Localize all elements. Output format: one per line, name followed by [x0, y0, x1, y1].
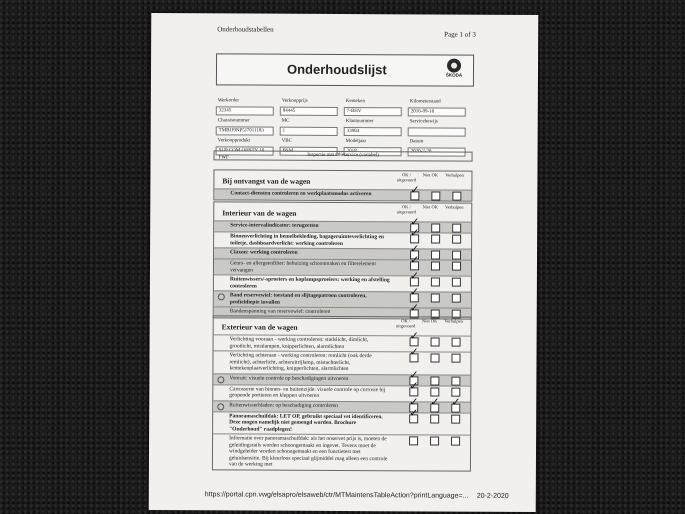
checkbox-group	[409, 436, 460, 445]
checkbox[interactable]	[431, 223, 440, 232]
info-label: Verkoopprodukt	[217, 137, 251, 144]
checkbox[interactable]	[452, 192, 461, 201]
checked-checkbox[interactable]	[409, 353, 418, 362]
info-value: 2018	[344, 146, 402, 155]
checklist-section	[213, 201, 473, 319]
info-label: Servicebewijs	[409, 118, 438, 124]
checklist-row-text: Contact-diensten controleren en werkplaatsmodus activeren	[230, 190, 372, 198]
checklist-row-text: Vooruit: visuele controle op beschadigingen uitvoeren	[229, 374, 349, 382]
checked-checkbox[interactable]	[451, 403, 460, 412]
column-header: Verholpen	[445, 172, 464, 178]
checkbox[interactable]	[451, 437, 460, 446]
info-label: Datum	[409, 138, 424, 144]
column-headers	[395, 204, 465, 214]
checkbox[interactable]	[431, 277, 440, 286]
column-header: Verholpen	[444, 318, 463, 324]
checklist-row	[214, 274, 471, 291]
info-value: 32345	[216, 106, 274, 115]
checked-checkbox[interactable]	[409, 414, 418, 423]
checkbox[interactable]	[452, 262, 461, 271]
checkbox[interactable]	[430, 376, 439, 385]
checkbox[interactable]	[431, 293, 440, 302]
checkbox[interactable]	[431, 250, 440, 259]
info-label: Werkorder	[217, 97, 240, 103]
checkbox[interactable]	[409, 436, 418, 445]
column-headers	[395, 172, 465, 182]
column-header: Niet OK	[422, 172, 439, 178]
checklist-section	[212, 315, 472, 471]
page-number: Page 1 of 3	[444, 30, 476, 39]
info-value: BSM	[280, 146, 338, 155]
checkbox[interactable]	[431, 337, 440, 346]
info-value: 2020-2-20	[408, 147, 466, 156]
info-label: VBC	[281, 138, 292, 144]
info-values-2	[216, 125, 472, 136]
checklist-row-text: Verlichting vooraan - werking controleren: stadslicht, dimlicht, grootlicht, mistlampen, knipperlichten, alarmlichten	[229, 336, 369, 350]
checkbox[interactable]	[451, 414, 460, 423]
checkbox[interactable]	[430, 414, 439, 423]
checklist-row	[214, 188, 471, 200]
bullet-icon	[217, 403, 224, 410]
checklist-row	[213, 433, 470, 470]
checkbox-group	[409, 414, 460, 423]
footer-date: 20-2-2020	[476, 492, 509, 500]
checkbox[interactable]	[451, 354, 460, 363]
info-value: 84445	[280, 106, 338, 115]
logo-text: ŠKODA	[445, 72, 463, 78]
checked-checkbox[interactable]	[430, 403, 439, 412]
checkbox[interactable]	[452, 294, 461, 303]
checklist-section	[213, 169, 472, 201]
column-header: OK / uitgevoerd	[396, 172, 417, 183]
column-headers	[395, 318, 465, 328]
footer-url: https://portal.cpn.vwg/elsapro/elsaweb/ctr/MTMaintensTableAction?printLanguage=...	[204, 491, 469, 500]
section-header	[214, 316, 471, 335]
checked-checkbox[interactable]	[410, 191, 419, 200]
page-title: Onderhoudslijst	[286, 61, 387, 78]
checklist-row-text: Service-intervalindicator: terugzetten	[230, 222, 319, 229]
checkbox[interactable]	[430, 436, 439, 445]
checklist-row-text: Binnenverlichting in hemelbekleding, bagageruimteverlichting en toiletje, dashboardverlicht: werking controleren	[230, 233, 385, 247]
vehicle-info	[216, 95, 472, 160]
info-label: Modeljaar	[345, 138, 367, 144]
skoda-logo-icon	[447, 59, 461, 73]
inspection-title: Inspectie met Olieservice (variabel)	[214, 150, 473, 161]
header-left: Onderhoudstabellen	[217, 25, 274, 34]
checklist-row-text: Panoramaschuifdak: LET OP, gebruikt speciaal vet identificeren. Deze mogen namelijk niet gemengd worden. Brochure "Onderhoud" raadplegen!	[229, 412, 383, 433]
checkbox[interactable]	[452, 224, 461, 233]
checkbox-group	[410, 191, 461, 200]
info-label: Klantnummer	[345, 118, 374, 124]
checklist-row	[214, 290, 471, 307]
checklist-row-text: Informatie over panoramaschuifdak: als het onservet prijs is, moeten de geleidingsrails worden schoongemaakt en ingevet. Tevens moet de windgeleider worden schoongemaakt en een functietest met geluidsensitie. Bij kleurloos speciaal glijmiddel mag alleen een controle van de werking met	[228, 435, 388, 468]
checkbox[interactable]	[452, 278, 461, 287]
section-header	[214, 202, 471, 221]
checkbox[interactable]	[431, 234, 440, 243]
checkbox[interactable]	[452, 235, 461, 244]
info-label: MC	[281, 118, 290, 124]
bullet-icon	[218, 293, 225, 300]
checklist-row-text: Carrosserie van binnen- en buitenzijde: visuele controle op corrosie bij geopende portieren en kleppen uitvoeren	[229, 385, 386, 399]
section-header	[214, 170, 471, 189]
column-header: Verholpen	[445, 204, 464, 210]
info-label: Verkoopprijs	[281, 98, 308, 104]
info-value: 7-BHV	[344, 106, 402, 115]
checklist-row	[214, 231, 471, 248]
column-header: Niet OK	[421, 318, 438, 324]
checklist-row	[213, 350, 470, 374]
section-title: Bij ontvangst van de wagen	[222, 176, 311, 186]
checklist-row-text: Ruitenwisserbladen: op beschadiging controleren	[229, 401, 338, 409]
column-header: Niet OK	[422, 204, 438, 210]
info-value: 1	[280, 126, 338, 135]
checklist-row	[214, 258, 471, 275]
checklist-row	[214, 334, 471, 351]
column-header: OK / uitgevoerd	[396, 318, 416, 329]
bullet-icon	[217, 376, 224, 383]
checklist-row-text: Ruitenwissers/-sproeiers en koplampsproeiers: werking en afstelling controleren	[229, 276, 390, 290]
checklist-row-text: Claxon: werking controleren	[230, 249, 298, 256]
checkbox[interactable]	[431, 261, 440, 270]
info-value: 33904	[344, 126, 402, 135]
checkbox[interactable]	[452, 251, 461, 260]
checklist-row	[213, 411, 470, 435]
info-value: SUP COM OHSTY 10 FWF	[216, 146, 274, 155]
info-label: Kenteken	[345, 98, 366, 104]
info-label: Chassisnummer	[217, 117, 250, 124]
document-page	[149, 13, 539, 512]
checklist-row-text: Verlichting achteraan - werking controleren: remlicht (ook derde remlicht), achterlicht, achteruitrijlamp, mistachterlicht, kentekenplaatverlichting, knipperlichten, alarmlichten	[229, 352, 372, 373]
section-title: Exterieur van de wagen	[221, 322, 298, 332]
section-title: Interieur van de wagen	[222, 208, 297, 218]
checkbox[interactable]	[431, 191, 440, 200]
checklist-row-text: Geurs- en allergeenfilter: behuizing schoonmaken en filterelement vervangen	[229, 260, 376, 274]
info-value: 2016-09-16	[408, 107, 466, 116]
checkbox[interactable]	[452, 338, 461, 347]
info-value	[408, 127, 466, 136]
info-values-1	[216, 105, 472, 116]
checklist-row-text: Band reservewiel: toestand en slijtagepatroon controleren, profieldiepte invullen	[229, 292, 367, 306]
checkbox[interactable]	[451, 376, 460, 385]
checkbox[interactable]	[430, 353, 439, 362]
skoda-logo	[443, 59, 465, 78]
info-label: Kilometerstand	[409, 98, 441, 105]
column-header: OK / uitgevoerd	[396, 204, 416, 215]
checkbox-group	[409, 353, 460, 362]
info-value: TMBJJ9NP5J7011183	[216, 126, 274, 135]
checklist-row-text: Bandenspanning van reservewiel: controleren	[229, 308, 331, 315]
title-box	[216, 53, 474, 86]
